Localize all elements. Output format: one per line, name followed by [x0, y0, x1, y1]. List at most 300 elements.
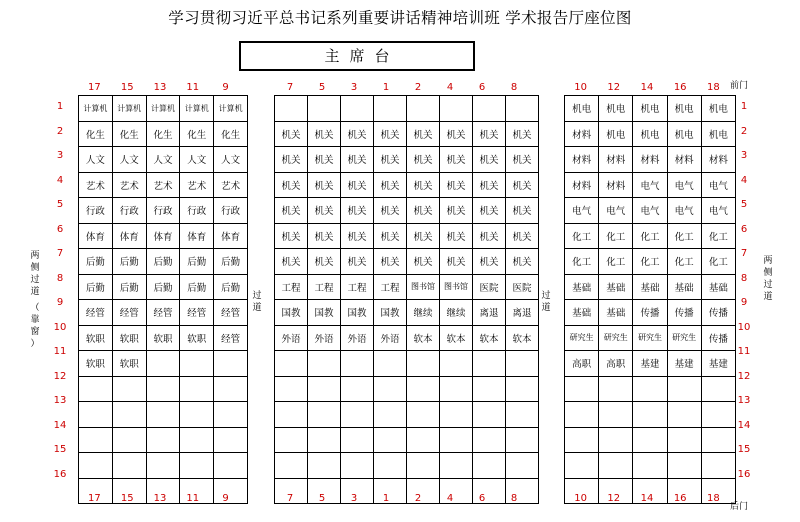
seat-cell [440, 453, 473, 479]
seat-cell: 机电 [667, 121, 701, 147]
seat-cell: 继续 [440, 300, 473, 326]
seat-cell [667, 402, 701, 428]
seat-cell: 人文 [214, 147, 248, 173]
seat-cell: 研究生 [599, 325, 633, 351]
seat-cell: 电气 [565, 198, 599, 224]
seat-cell: 机关 [440, 249, 473, 275]
seat-cell [374, 402, 407, 428]
seat-cell: 材料 [667, 147, 701, 173]
left-window-note: （ 靠 窗 ） [30, 303, 40, 349]
seat-cell: 基础 [599, 300, 633, 326]
seat-row [79, 402, 248, 428]
seat-cell: 高职 [565, 351, 599, 377]
row-number-right: 3 [740, 150, 748, 161]
row-number-right: 6 [740, 223, 748, 235]
seat-cell: 机关 [506, 249, 539, 275]
column-number-bottom: 3 [350, 493, 358, 504]
row-number-right: 11 [737, 346, 751, 357]
seat-cell: 电气 [701, 172, 735, 198]
seat-cell: 后勤 [180, 274, 214, 300]
seat-cell [440, 351, 473, 377]
seat-cell: 经管 [146, 300, 180, 326]
seat-cell: 艺术 [180, 172, 214, 198]
seat-cell: 工程 [308, 274, 341, 300]
row-number-left: 3 [56, 150, 64, 161]
seat-cell [275, 376, 308, 402]
seat-cell: 机电 [633, 121, 667, 147]
seat-cell: 机关 [374, 121, 407, 147]
seat-row [565, 453, 736, 479]
column-number-top: 5 [318, 82, 326, 93]
seat-row [275, 453, 539, 479]
seat-cell: 机关 [308, 249, 341, 275]
seat-cell: 机关 [275, 147, 308, 173]
column-number-bottom: 12 [607, 493, 621, 504]
seat-cell: 电气 [633, 172, 667, 198]
seat-cell [180, 427, 214, 453]
seat-cell: 机关 [341, 198, 374, 224]
seat-cell [275, 351, 308, 377]
seat-cell [374, 427, 407, 453]
seat-row [79, 223, 248, 249]
seat-cell: 软本 [407, 325, 440, 351]
seat-cell: 继续 [407, 300, 440, 326]
column-number-bottom: 8 [510, 493, 518, 504]
seat-cell: 工程 [275, 274, 308, 300]
seat-cell [599, 453, 633, 479]
seat-row [79, 96, 248, 122]
seat-cell: 经管 [112, 300, 146, 326]
column-number-top: 12 [607, 82, 621, 93]
seat-cell: 机电 [701, 96, 735, 122]
row-number-right: 9 [740, 297, 748, 308]
seat-cell [473, 376, 506, 402]
column-number-bottom: 15 [120, 493, 134, 504]
seat-cell: 机关 [440, 147, 473, 173]
seat-cell [146, 453, 180, 479]
seat-row [275, 249, 539, 275]
seat-cell: 化工 [599, 223, 633, 249]
middle-aisle-label-right: 过 道 [541, 291, 551, 313]
seat-cell [79, 402, 113, 428]
row-number-left: 8 [56, 272, 64, 284]
seat-cell: 机关 [308, 147, 341, 173]
seat-row [79, 274, 248, 300]
seat-cell: 后勤 [79, 274, 113, 300]
seat-cell: 人文 [180, 147, 214, 173]
seat-cell: 机关 [473, 198, 506, 224]
seat-cell: 材料 [565, 172, 599, 198]
page-title: 学习贯彻习近平总书记系列重要讲话精神培训班 学术报告厅座位图 [168, 9, 632, 27]
row-number-left: 15 [53, 444, 67, 455]
seat-row [275, 300, 539, 326]
seat-cell: 材料 [701, 147, 735, 173]
row-number-right: 16 [737, 468, 751, 480]
seat-cell: 化工 [667, 223, 701, 249]
seat-cell: 计算机 [112, 96, 146, 122]
seat-cell: 机关 [374, 223, 407, 249]
column-number-top: 8 [510, 82, 518, 93]
seat-cell: 基建 [667, 351, 701, 377]
seat-cell: 软本 [473, 325, 506, 351]
seat-cell: 国教 [308, 300, 341, 326]
seat-cell [112, 402, 146, 428]
seat-cell [374, 351, 407, 377]
seat-cell: 化工 [701, 249, 735, 275]
row-number-left: 10 [53, 321, 67, 333]
seat-row [275, 223, 539, 249]
seat-cell [374, 453, 407, 479]
column-number-bottom: 2 [414, 493, 422, 504]
seat-cell: 人文 [79, 147, 113, 173]
seat-cell [79, 376, 113, 402]
seat-cell: 后勤 [180, 249, 214, 275]
seat-cell: 材料 [565, 121, 599, 147]
seat-cell [506, 402, 539, 428]
seat-cell [506, 376, 539, 402]
seat-cell: 基建 [701, 351, 735, 377]
seat-cell: 电气 [633, 198, 667, 224]
seat-cell: 机电 [701, 121, 735, 147]
column-number-top: 9 [222, 82, 229, 93]
seat-cell: 高职 [599, 351, 633, 377]
seat-row [79, 300, 248, 326]
seat-cell [407, 453, 440, 479]
seat-cell: 机关 [275, 223, 308, 249]
seat-cell [599, 376, 633, 402]
seat-row [275, 172, 539, 198]
seat-cell: 机关 [407, 198, 440, 224]
right-seating-section [564, 95, 736, 504]
seat-row [79, 453, 248, 479]
seat-cell [275, 402, 308, 428]
seat-cell [341, 351, 374, 377]
seat-cell: 艺术 [146, 172, 180, 198]
row-number-right: 12 [737, 370, 751, 382]
seat-cell: 机关 [275, 121, 308, 147]
left-side-aisle-label: 两 侧 过 道 [30, 251, 40, 297]
seat-cell: 机关 [308, 223, 341, 249]
seat-cell: 行政 [112, 198, 146, 224]
seat-cell [565, 427, 599, 453]
seat-cell [308, 453, 341, 479]
row-number-left: 2 [56, 125, 64, 137]
seat-cell: 化生 [214, 121, 248, 147]
seat-cell [407, 427, 440, 453]
seat-cell [180, 351, 214, 377]
column-number-bottom: 10 [574, 493, 587, 504]
seat-cell: 传播 [701, 325, 735, 351]
row-number-left: 6 [56, 223, 64, 235]
seat-cell: 机关 [407, 121, 440, 147]
seat-cell: 研究生 [667, 325, 701, 351]
row-number-right: 15 [737, 444, 751, 455]
seat-cell [180, 376, 214, 402]
seat-row [275, 402, 539, 428]
seat-cell: 国教 [341, 300, 374, 326]
seat-cell: 基建 [633, 351, 667, 377]
seat-cell [407, 402, 440, 428]
row-number-right: 2 [740, 125, 748, 137]
seat-cell: 机关 [506, 147, 539, 173]
seat-cell: 机关 [308, 198, 341, 224]
seat-cell: 机关 [473, 121, 506, 147]
seat-cell: 传播 [633, 300, 667, 326]
seat-cell: 机关 [473, 249, 506, 275]
seat-cell [79, 427, 113, 453]
seat-cell: 机关 [506, 223, 539, 249]
seat-cell [701, 453, 735, 479]
seat-cell: 软本 [506, 325, 539, 351]
seat-cell [667, 376, 701, 402]
seat-row [275, 121, 539, 147]
seat-cell: 图书馆 [440, 274, 473, 300]
seat-cell: 外语 [275, 325, 308, 351]
seat-cell: 机关 [341, 172, 374, 198]
seat-cell [473, 351, 506, 377]
seat-cell: 行政 [214, 198, 248, 224]
seat-cell: 化工 [565, 249, 599, 275]
seat-cell [308, 96, 341, 122]
seat-cell [633, 453, 667, 479]
row-number-left: 1 [56, 101, 64, 112]
seat-cell: 外语 [341, 325, 374, 351]
podium-box: 主席台 [239, 41, 475, 71]
seat-cell [275, 427, 308, 453]
seat-cell [374, 376, 407, 402]
seat-cell [275, 96, 308, 122]
column-number-top: 18 [707, 82, 720, 93]
seat-cell: 化工 [701, 223, 735, 249]
seat-cell: 计算机 [214, 96, 248, 122]
seat-row [565, 351, 736, 377]
seat-cell: 机关 [341, 121, 374, 147]
seat-cell: 机关 [473, 147, 506, 173]
middle-aisle-label-left: 过 道 [252, 291, 262, 313]
seat-row [565, 198, 736, 224]
seat-cell: 机关 [275, 249, 308, 275]
seat-cell: 机电 [599, 121, 633, 147]
seat-cell [341, 402, 374, 428]
seat-row [275, 198, 539, 224]
seat-cell: 行政 [79, 198, 113, 224]
seat-row [275, 274, 539, 300]
seat-cell: 离退 [506, 300, 539, 326]
row-number-right: 10 [737, 321, 751, 333]
seat-cell: 工程 [341, 274, 374, 300]
seat-cell [341, 453, 374, 479]
seat-cell [308, 427, 341, 453]
seat-cell [112, 427, 146, 453]
seat-cell: 计算机 [180, 96, 214, 122]
seat-cell: 后勤 [146, 274, 180, 300]
seat-cell: 体育 [79, 223, 113, 249]
seat-row [565, 300, 736, 326]
column-number-bottom: 13 [153, 493, 167, 504]
seat-row [79, 198, 248, 224]
seat-row [275, 351, 539, 377]
seat-cell [214, 351, 248, 377]
seat-cell [112, 453, 146, 479]
seat-cell [308, 351, 341, 377]
seat-cell: 计算机 [79, 96, 113, 122]
seat-cell: 人文 [112, 147, 146, 173]
seat-cell: 软职 [180, 325, 214, 351]
seat-cell: 机关 [341, 147, 374, 173]
seat-row [565, 223, 736, 249]
seat-row [565, 172, 736, 198]
seat-cell: 行政 [146, 198, 180, 224]
seat-cell: 医院 [473, 274, 506, 300]
seat-row [565, 249, 736, 275]
column-number-top: 15 [120, 82, 134, 93]
seat-cell: 基础 [599, 274, 633, 300]
row-number-left: 4 [56, 174, 64, 186]
seat-cell [214, 376, 248, 402]
seat-cell: 体育 [180, 223, 214, 249]
seat-cell: 机关 [275, 198, 308, 224]
seat-cell: 经管 [214, 325, 248, 351]
seat-cell: 软职 [112, 351, 146, 377]
seat-row [275, 376, 539, 402]
seat-cell [473, 453, 506, 479]
column-number-top: 6 [478, 82, 486, 93]
seat-cell [440, 376, 473, 402]
seat-cell: 机电 [599, 96, 633, 122]
seat-cell [565, 376, 599, 402]
seat-cell [180, 453, 214, 479]
row-number-right: 1 [740, 101, 748, 112]
seat-cell [667, 427, 701, 453]
seat-cell [308, 376, 341, 402]
seat-cell: 图书馆 [407, 274, 440, 300]
seat-cell [79, 453, 113, 479]
seat-cell: 化工 [565, 223, 599, 249]
column-number-bottom: 7 [286, 493, 294, 504]
seat-cell: 电气 [599, 198, 633, 224]
seat-row [565, 325, 736, 351]
seat-cell [473, 402, 506, 428]
seat-cell: 机关 [407, 172, 440, 198]
seat-cell: 基础 [701, 274, 735, 300]
seat-cell: 机关 [407, 223, 440, 249]
seat-row [565, 402, 736, 428]
seat-cell [341, 376, 374, 402]
seat-cell: 国教 [275, 300, 308, 326]
seat-cell: 软本 [440, 325, 473, 351]
seat-cell: 外语 [374, 325, 407, 351]
seat-cell: 软职 [146, 325, 180, 351]
seat-cell: 软职 [79, 351, 113, 377]
seat-cell: 机电 [667, 96, 701, 122]
seat-cell: 机关 [473, 223, 506, 249]
seat-cell: 材料 [599, 172, 633, 198]
column-number-top: 1 [382, 82, 390, 93]
seat-cell: 化生 [180, 121, 214, 147]
seat-cell [599, 402, 633, 428]
seat-cell: 体育 [146, 223, 180, 249]
seat-cell: 机关 [407, 249, 440, 275]
seat-cell: 机关 [374, 198, 407, 224]
seat-cell: 后勤 [79, 249, 113, 275]
seat-cell: 机关 [440, 198, 473, 224]
seat-cell: 材料 [633, 147, 667, 173]
seat-cell: 经管 [214, 300, 248, 326]
seat-cell: 经管 [79, 300, 113, 326]
seat-cell: 材料 [599, 147, 633, 173]
column-number-bottom: 18 [707, 493, 720, 504]
seat-cell [633, 402, 667, 428]
seat-cell: 国教 [374, 300, 407, 326]
seat-cell: 机关 [275, 172, 308, 198]
seat-cell: 后勤 [214, 274, 248, 300]
seat-cell [407, 96, 440, 122]
seat-cell: 机关 [506, 121, 539, 147]
seat-cell: 艺术 [79, 172, 113, 198]
seat-row [79, 121, 248, 147]
seat-cell: 离退 [473, 300, 506, 326]
column-number-bottom: 4 [446, 493, 454, 504]
seat-cell [701, 376, 735, 402]
row-number-right: 14 [737, 419, 751, 431]
seat-cell: 研究生 [565, 325, 599, 351]
seat-row [79, 351, 248, 377]
seat-cell [146, 402, 180, 428]
column-number-bottom: 14 [640, 493, 654, 504]
column-number-bottom: 16 [673, 493, 687, 504]
column-number-top: 17 [88, 82, 101, 93]
seat-cell: 化工 [599, 249, 633, 275]
column-number-top: 7 [286, 82, 294, 93]
seat-cell: 化生 [79, 121, 113, 147]
left-seating-section [78, 95, 248, 504]
column-number-top: 10 [574, 82, 587, 93]
seat-row [565, 96, 736, 122]
seat-cell [506, 96, 539, 122]
seat-cell: 化工 [667, 249, 701, 275]
seat-cell: 机关 [440, 172, 473, 198]
seat-cell: 机关 [308, 172, 341, 198]
seat-cell: 艺术 [112, 172, 146, 198]
back-door-label: 后门 [730, 502, 749, 512]
seat-row [79, 376, 248, 402]
seat-cell: 机关 [440, 223, 473, 249]
seat-cell: 电气 [667, 198, 701, 224]
seat-row [565, 427, 736, 453]
row-number-left: 14 [53, 419, 67, 431]
column-number-bottom: 6 [478, 493, 486, 504]
seat-cell: 后勤 [214, 249, 248, 275]
seat-cell [701, 402, 735, 428]
row-number-left: 5 [56, 199, 64, 210]
row-number-left: 11 [53, 346, 67, 357]
seat-cell [146, 351, 180, 377]
seat-cell: 机关 [506, 172, 539, 198]
seat-cell [633, 427, 667, 453]
seat-cell: 化工 [633, 249, 667, 275]
seat-cell [146, 376, 180, 402]
column-number-top: 3 [350, 82, 358, 93]
seat-row [275, 147, 539, 173]
seat-cell [112, 376, 146, 402]
seat-cell: 计算机 [146, 96, 180, 122]
seat-cell: 机关 [473, 172, 506, 198]
seat-cell: 机关 [341, 249, 374, 275]
seat-cell [214, 402, 248, 428]
column-number-top: 2 [414, 82, 422, 93]
seat-cell: 机关 [374, 172, 407, 198]
seat-cell: 基础 [667, 274, 701, 300]
